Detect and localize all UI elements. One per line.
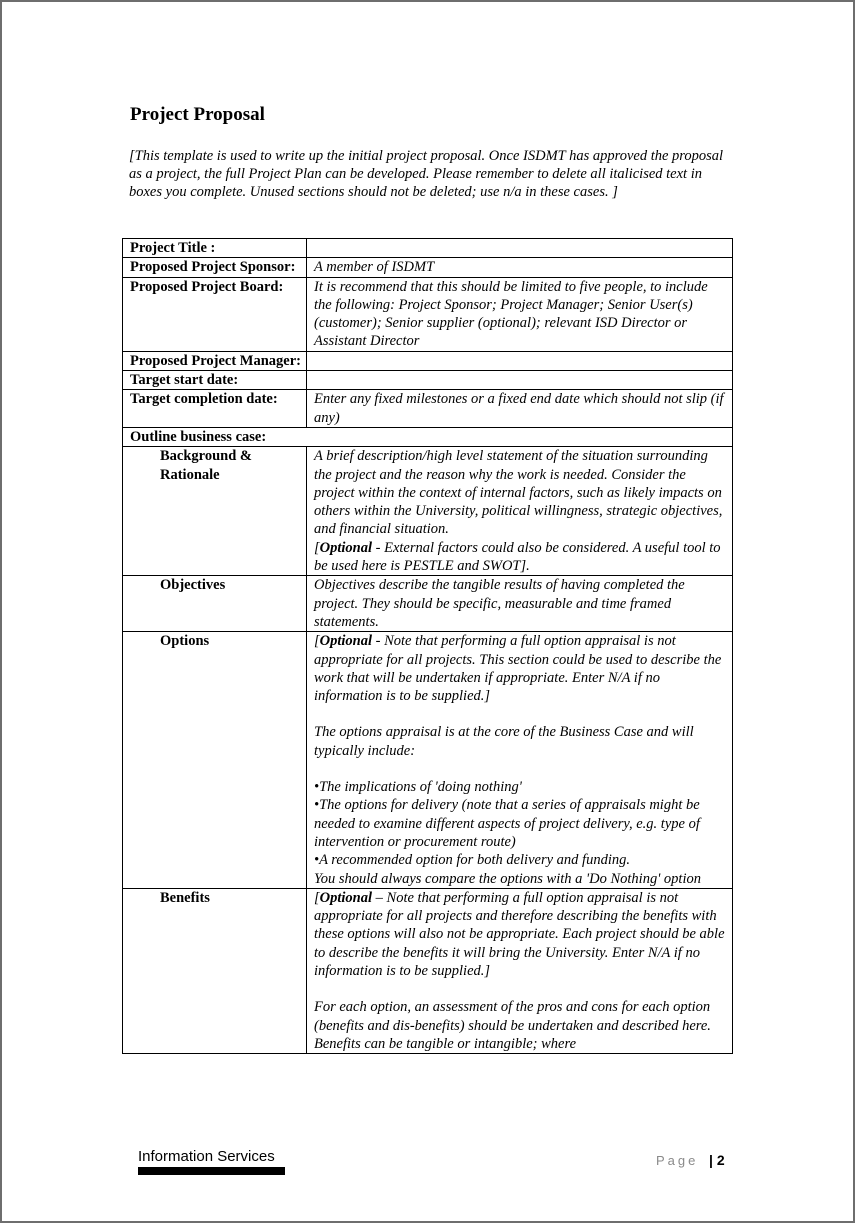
spacer [314, 760, 728, 778]
objectives-label: Objectives [123, 576, 307, 632]
benefits-optional-text: – Note that performing a full option appraisal is not appropriate for all projects and therefore describing the benefits with these options will also not be appropriate. Each project should be able to describe the benefits it will bring the University. Enter N/A if no information is to be supplied.] [314, 889, 725, 979]
table-row [123, 576, 733, 632]
footer-page-number [709, 1152, 725, 1168]
page-title: Project Proposal [130, 104, 265, 125]
benefits-value[interactable] [307, 888, 733, 1053]
footer-page-label: Page [656, 1153, 699, 1168]
project-title-value[interactable] [307, 239, 733, 258]
background-optional-text: - External factors could also be considered. A useful tool to be used here is PESTLE and SWOT]. [314, 539, 721, 575]
proposal-table [122, 238, 733, 1054]
table-row [123, 390, 733, 428]
optional-bracket: [ [314, 633, 320, 650]
benefits-paragraph-2: For each option, an assessment of the pros and cons for each option (benefits and dis-benefits) should be undertaken and described here. Benefits can be tangible or intangible; where [314, 999, 711, 1052]
options-paragraph-2: The options appraisal is at the core of the Business Case and will typically include: [314, 724, 694, 759]
page-number: 2 [716, 1152, 725, 1168]
options-note: You should always compare the options with a 'Do Nothing' option [314, 870, 701, 887]
completion-date-value[interactable]: Enter any fixed milestones or a fixed end date which should not slip (if any) [307, 390, 733, 428]
start-date-value[interactable] [307, 371, 733, 390]
options-label: Options [123, 632, 307, 889]
business-case-heading: Outline business case: [123, 427, 733, 446]
background-label: Background & Rationale [123, 447, 307, 576]
options-value[interactable] [307, 632, 733, 889]
optional-tag: Optional [319, 889, 373, 906]
board-label: Proposed Project Board: [123, 277, 307, 351]
footer-organisation: Information Services [138, 1148, 275, 1165]
footer-underline-bar [138, 1167, 285, 1175]
background-value[interactable] [307, 447, 733, 576]
intro-text: [This template is used to write up the initial project proposal. Once ISDMT has approved the proposal as a project, the full Project Plan can be developed. Please remember to delete all italicised text in boxes you complete. Unused sections should not be deleted; use n/a in these cases. ] [129, 148, 724, 200]
optional-bracket: [ [314, 539, 320, 556]
background-text: A brief description/high level statement of the situation surrounding the project and the reason why the work is needed. Consider the project within the context of internal factors, such as likely impacts on others within the University, political willingness, strategic objectives, and financial situation. [314, 448, 723, 538]
board-value[interactable]: It is recommend that this should be limited to five people, to include the following: Project Sponsor; Project Manager; Senior User(s) (customer); Senior supplier (optional); relevant ISD Director or Assistant Director [307, 277, 733, 351]
benefits-label: Benefits [123, 888, 307, 1053]
sponsor-value[interactable]: A member of ISDMT [307, 258, 733, 277]
optional-bracket: [ [314, 889, 320, 906]
table-row [123, 371, 733, 390]
options-bullet: •The options for delivery (note that a series of appraisals might be needed to examine different aspects of project delivery, e.g. type of intervention or procurement route) [314, 797, 700, 850]
options-optional-text: - Note that performing a full option appraisal is not appropriate for all projects. This section could be used to describe the work that will be undertaken if appropriate. Enter N/A if no information is to be supplied.] [314, 633, 722, 705]
options-paragraph-1 [314, 632, 728, 705]
table-row [123, 258, 733, 277]
benefits-paragraph-1 [314, 889, 728, 980]
spacer [314, 705, 728, 723]
optional-tag: Optional [319, 539, 373, 556]
objectives-value[interactable]: Objectives describe the tangible results of having completed the project. They should be specific, measurable and time framed statements. [307, 576, 733, 632]
options-bullet: •The implications of 'doing nothing' [314, 779, 522, 796]
sponsor-label: Proposed Project Sponsor: [123, 258, 307, 277]
table-row [123, 277, 733, 351]
manager-label: Proposed Project Manager: [123, 351, 307, 370]
table-row [123, 447, 733, 576]
project-title-label: Project Title : [123, 239, 307, 258]
manager-value[interactable] [307, 351, 733, 370]
table-row [123, 632, 733, 889]
options-bullet: •A recommended option for both delivery and funding. [314, 852, 630, 869]
table-row [123, 427, 733, 446]
start-date-label: Target start date: [123, 371, 307, 390]
page-separator: | [709, 1152, 713, 1168]
completion-date-label: Target completion date: [123, 390, 307, 428]
table-row [123, 239, 733, 258]
spacer [314, 980, 728, 998]
table-row [123, 351, 733, 370]
optional-tag: Optional [319, 633, 373, 650]
table-row [123, 888, 733, 1053]
